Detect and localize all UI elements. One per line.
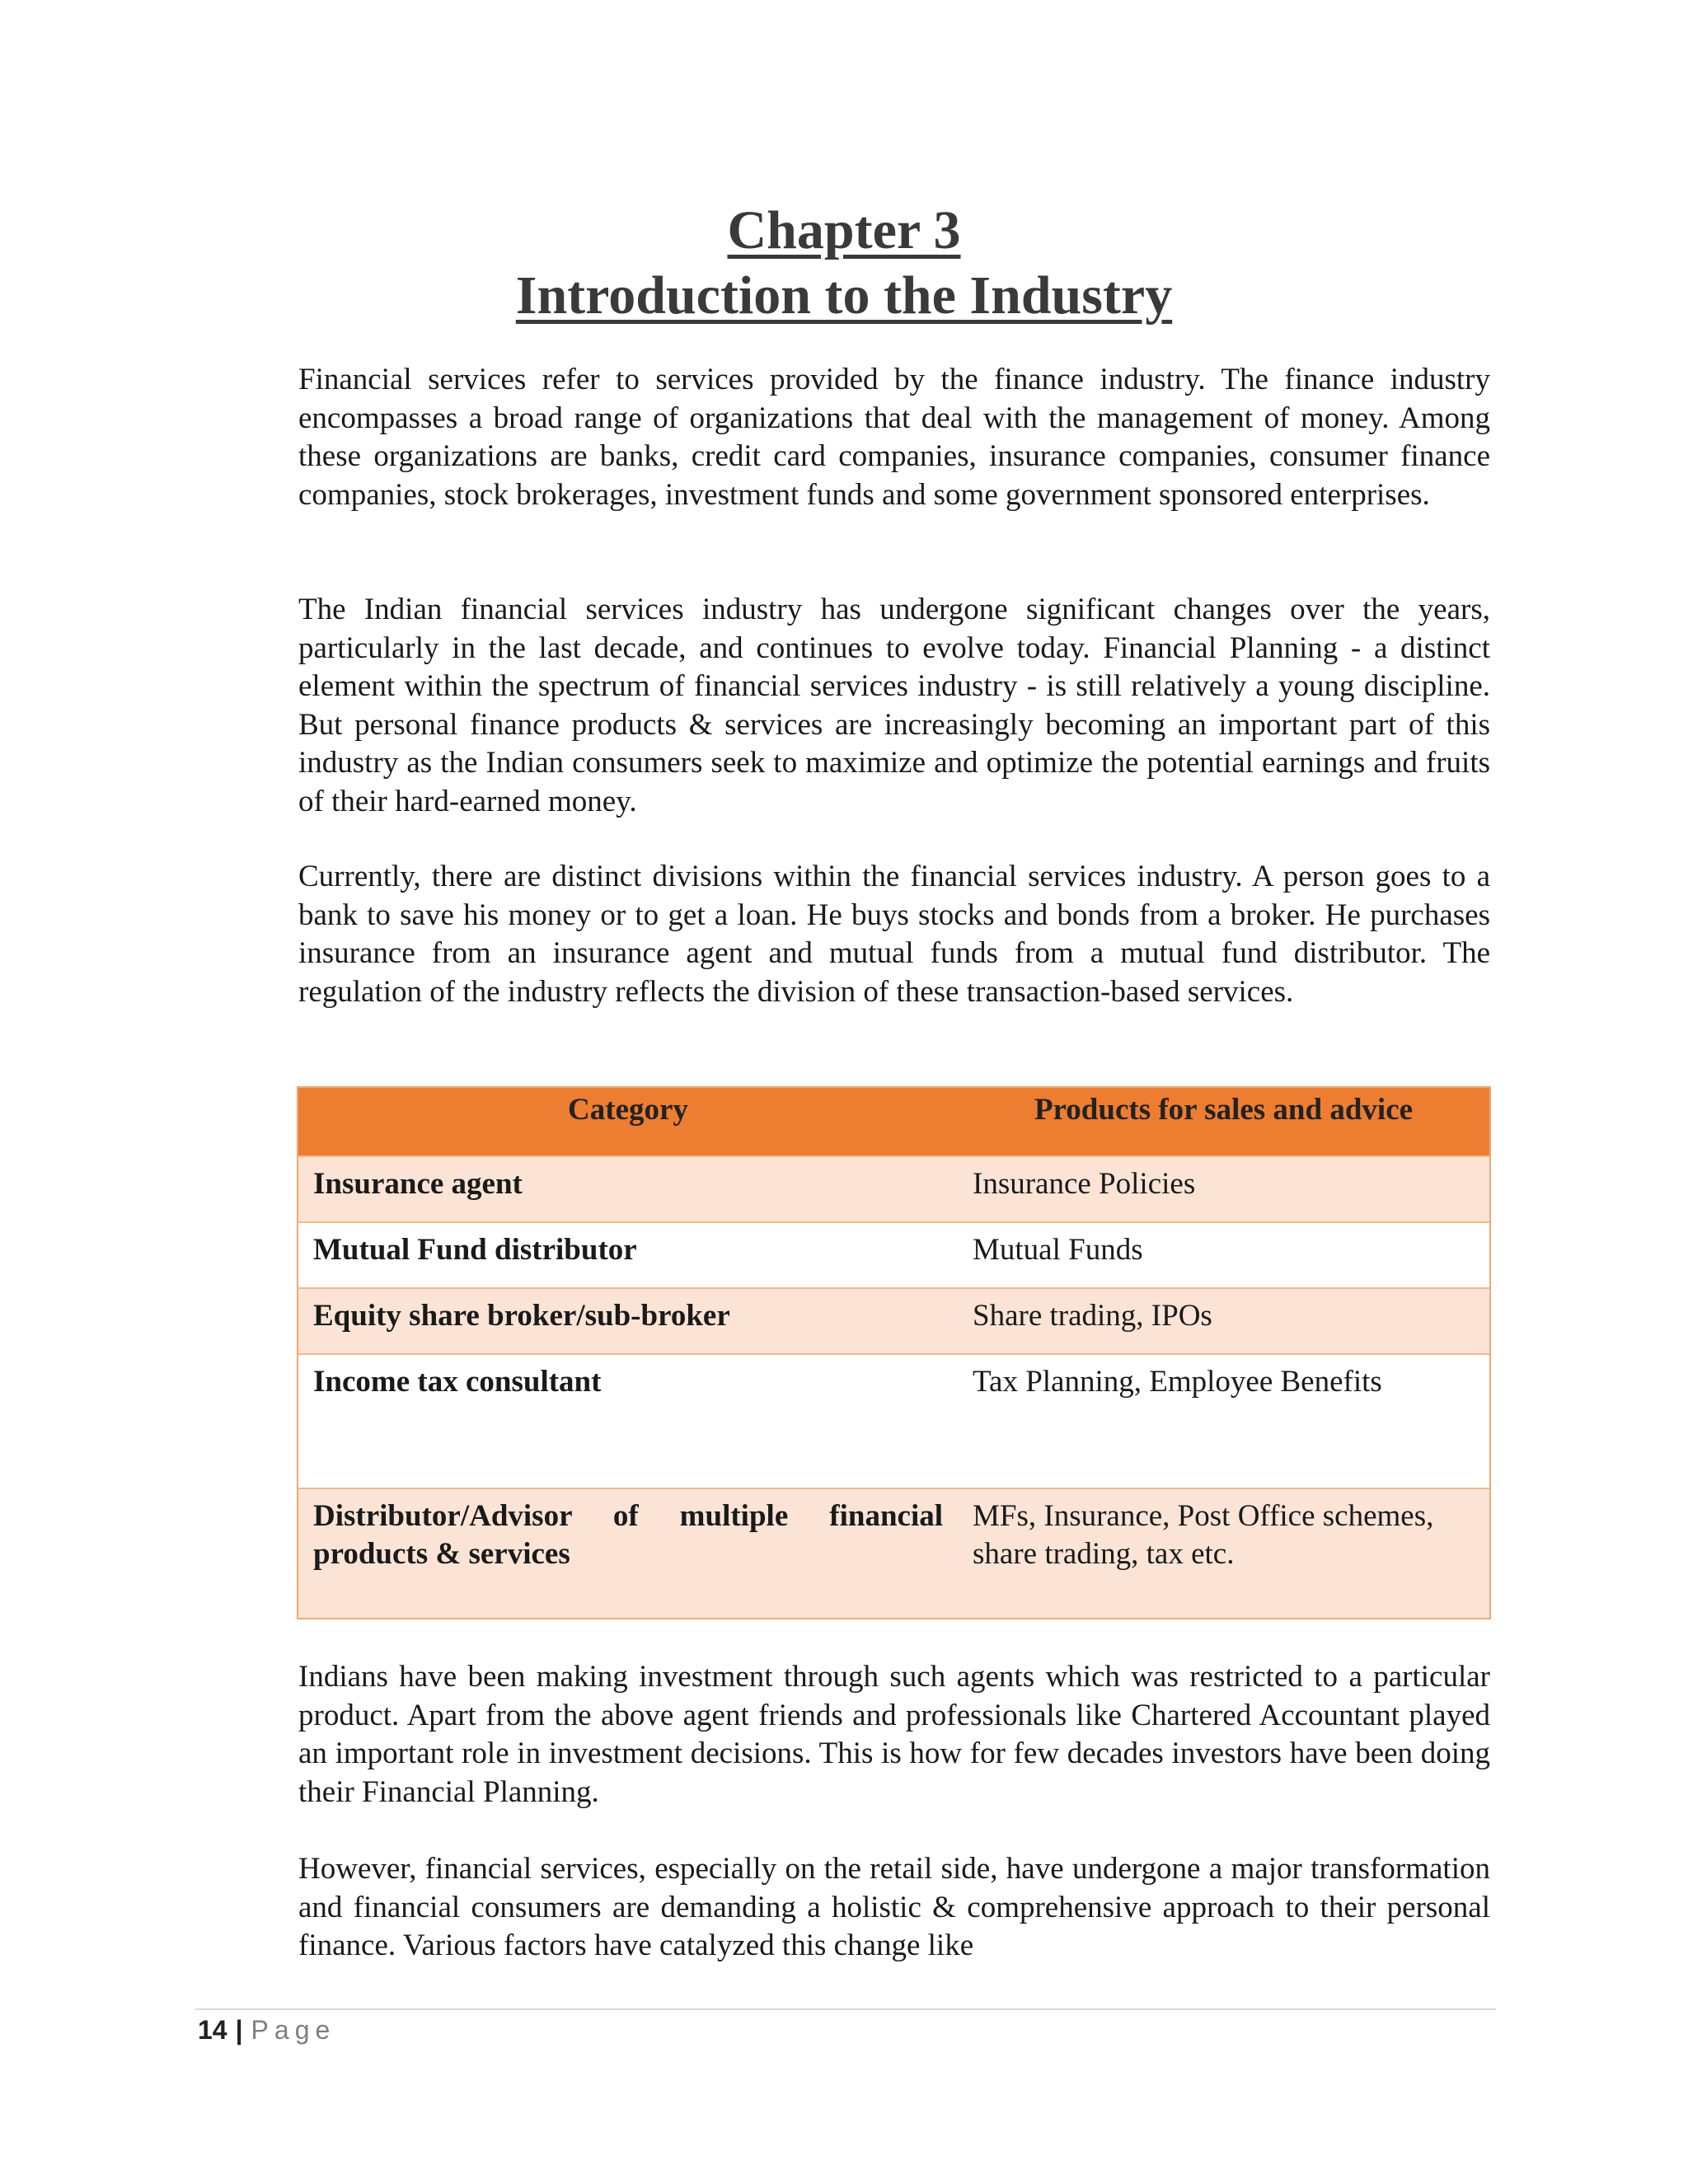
table-row: [298, 1221, 1489, 1287]
page-label: Page: [251, 2015, 336, 2045]
page-number: 14: [198, 2015, 227, 2045]
row-category: Income tax consultant: [313, 1365, 602, 1399]
row-products: Insurance Policies: [973, 1167, 1196, 1201]
paragraph-2: The Indian financial services industry has undergone significant changes over the years, particularly in the last decade, and continues to evolve today. Financial Planning - a distinct element within the spectrum of financial services industry - is still relatively a young discipline. But personal finance products & services are increasingly becoming an important part of this industry as the Indian consumers seek to maximize and optimize the potential earnings and fruits of their hard-earned money.: [298, 593, 1490, 818]
footer-divider: [195, 2008, 1496, 2010]
row-category: Insurance agent: [313, 1167, 523, 1201]
table-header-row: [298, 1088, 1489, 1155]
row-products: Mutual Funds: [973, 1233, 1143, 1267]
table-row: [298, 1287, 1489, 1353]
footer-separator: |: [235, 2015, 243, 2045]
industry-divisions-table: [297, 1086, 1491, 1619]
header-category: Category: [568, 1093, 688, 1127]
chapter-title: Introduction to the Industry: [515, 265, 1173, 326]
paragraph-1: Financial services refer to services provided by the finance industry. The finance industry encompasses a broad range of organizations that deal with the management of money. Among these organizations are banks, credit card companies, insurance companies, consumer finance companies, stock brokerages, investment funds and some government sponsored enterprises.: [298, 363, 1490, 512]
header-products: Products for sales and advice: [1034, 1093, 1414, 1127]
row-products: Share trading, IPOs: [973, 1299, 1212, 1333]
paragraph-4: Indians have been making investment through such agents which was restricted to a particular product. Apart from the above agent friends and professionals like Chartered Accountant played an important role in investment decisions. This is how for few decades investors have been doing their Financial Planning.: [298, 1660, 1490, 1809]
row-category: Mutual Fund distributor: [313, 1233, 637, 1267]
table-row: [298, 1155, 1489, 1221]
paragraph-3: Currently, there are distinct divisions within the financial services industry. A person goes to a bank to save his money or to get a loan. He buys stocks and bonds from a broker. He purchases insurance from an insurance agent and mutual funds from a mutual fund distributor. The regulation of the industry reflects the division of these transaction-based services.: [298, 860, 1490, 1009]
row-products: Tax Planning, Employee Benefits: [973, 1365, 1382, 1399]
page-footer: [198, 2015, 335, 2046]
paragraph-5: However, financial services, especially on the retail side, have undergone a major transformation and financial consumers are demanding a holistic & comprehensive approach to their personal finance. Various factors have catalyzed this change like: [298, 1852, 1490, 1962]
chapter-number: Chapter 3: [727, 200, 961, 260]
table-row: [298, 1353, 1489, 1488]
row-products: MFs, Insurance, Post Office schemes, share trading, tax etc.: [973, 1499, 1434, 1571]
table-row: [298, 1488, 1489, 1618]
row-category: Equity share broker/sub-broker: [313, 1299, 730, 1333]
row-category: Distributor/Advisor of multiple financial products & services: [313, 1499, 943, 1571]
